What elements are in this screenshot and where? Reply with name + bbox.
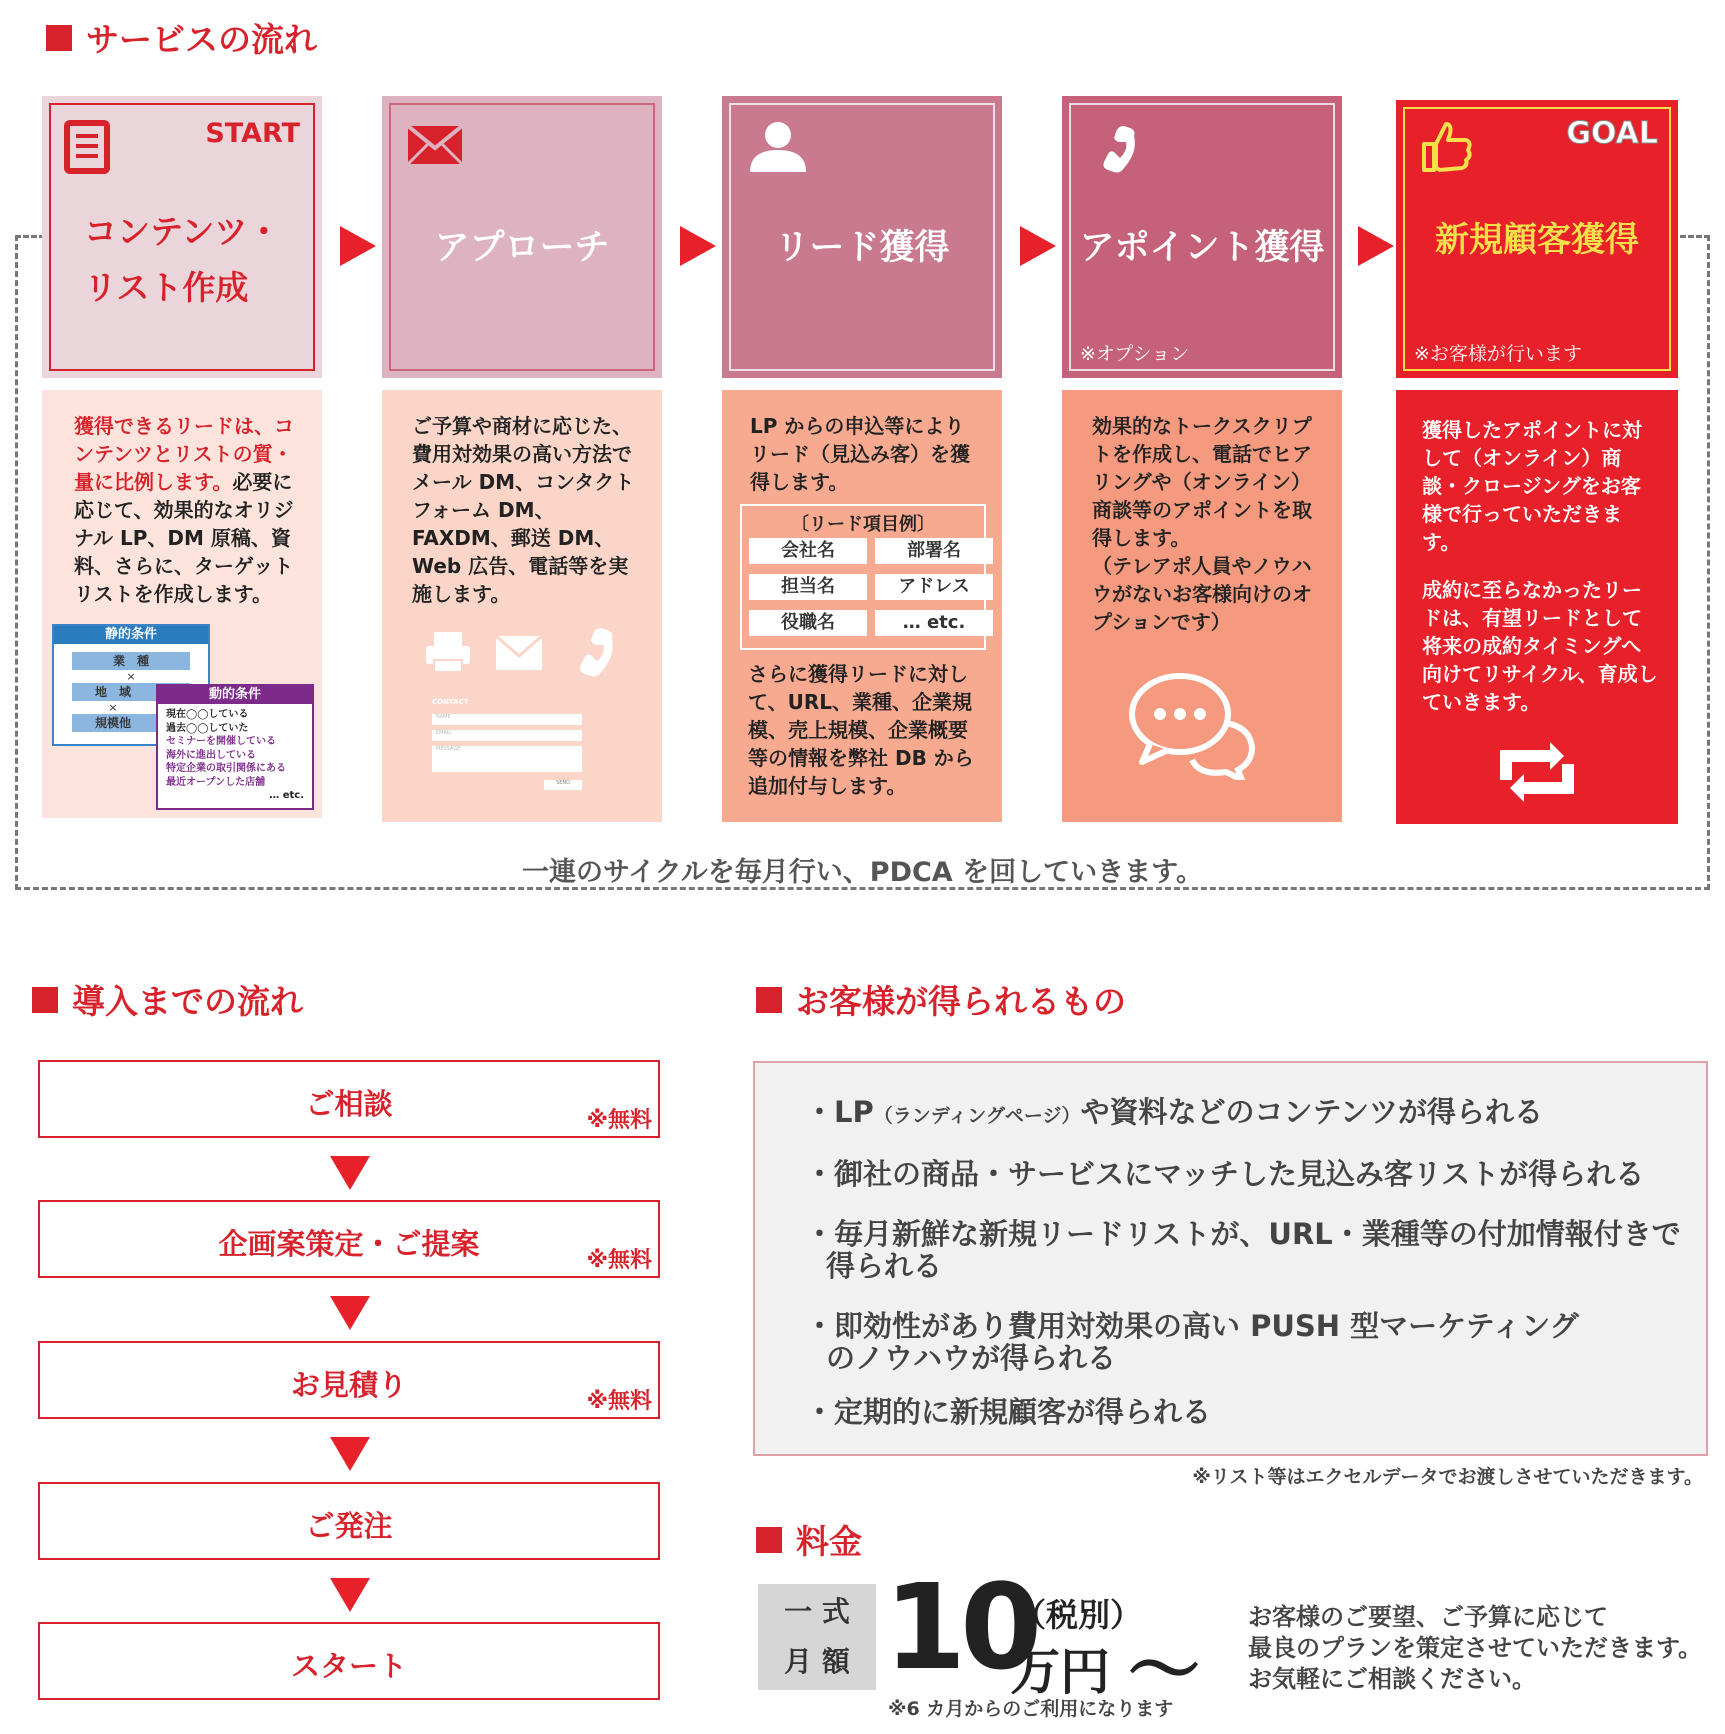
start-tag: START	[205, 118, 300, 149]
option-note: ※オプション	[1080, 343, 1190, 365]
thumbs-up-icon	[1418, 118, 1474, 174]
mail-icon	[406, 124, 464, 166]
form-send-button: SEND	[544, 780, 582, 790]
dynamic-item: 過去◯◯していた	[166, 722, 249, 734]
benefit-text: 得られる	[826, 1249, 943, 1283]
title-line1: コンテンツ・	[84, 212, 281, 251]
step-label: 企画案策定・ご提案	[218, 1227, 480, 1261]
heading-text: 導入までの流れ	[72, 982, 303, 1021]
price-amount: 10	[884, 1558, 1037, 1696]
static-item: 規模他	[72, 714, 190, 732]
mail-icon	[494, 634, 544, 672]
static-title: 静的条件	[54, 626, 208, 644]
free-note: ※無料	[586, 1389, 652, 1414]
lead-item: 担当名	[749, 574, 867, 600]
benefit-text: や資料などのコンテンツが得られる	[1080, 1095, 1544, 1129]
dynamic-etc: … etc.	[269, 790, 304, 801]
benefit-text: のノウハウが得られる	[826, 1341, 1117, 1375]
step-label: お見積り	[290, 1368, 407, 1402]
dynamic-title: 動的条件	[158, 686, 312, 704]
step-title: リード獲得	[774, 228, 950, 268]
price-label-line2: 月 額	[784, 1645, 850, 1678]
dynamic-item: 特定企業の取引関係にある	[166, 763, 286, 774]
dynamic-item: セミナーを開催している	[166, 736, 276, 747]
benefit-text: ・定期的に新規顧客が得られる	[805, 1395, 1212, 1429]
down-arrow-icon	[330, 1296, 370, 1330]
heading-square-icon	[756, 1527, 782, 1553]
pricing-desc-line: 最良のプランを策定させていただきます。	[1248, 1634, 1703, 1662]
title-line2: リスト作成	[84, 268, 249, 307]
desc-panel-goal	[1396, 390, 1678, 824]
contact-form-illustration	[432, 698, 582, 806]
lead-items-box	[740, 504, 986, 650]
heading-text: 料金	[796, 1522, 862, 1561]
service-flow-heading	[46, 14, 317, 61]
lead-item: 部署名	[875, 538, 993, 564]
flow-arrow-icon	[340, 226, 376, 266]
benefit-item	[805, 1218, 1681, 1282]
desc-top: LP からの申込等によりリード（見込み客）を獲得します。	[750, 414, 970, 494]
step-card-lead	[722, 96, 1002, 378]
benefit-text: ・毎月新鮮な新規リードリストが、URL・業種等の付加情報付きで	[805, 1217, 1681, 1251]
goal-tag: GOAL	[1566, 116, 1658, 151]
step-label: ご発注	[305, 1509, 393, 1543]
heading-square-icon	[756, 987, 782, 1013]
customer-note: ※お客様が行います	[1414, 343, 1582, 365]
step-title	[84, 204, 280, 316]
desc-panel-lead	[722, 390, 1002, 822]
benefit-item	[805, 1310, 1579, 1374]
price-period-note: ※6 カ月からのご利用になります	[888, 1698, 1174, 1720]
lead-item: 会社名	[749, 538, 867, 564]
heading-text: サービスの流れ	[86, 20, 317, 59]
form-field: EMAIL	[432, 730, 582, 741]
intro-flow-heading	[32, 976, 303, 1023]
desc-text: 効果的なトークスクリプトを作成し、電話でヒアリングや（オンライン）商談等のアポイントを取得します。	[1092, 414, 1312, 550]
intro-step-order	[38, 1482, 660, 1560]
benefit-text: ・即効性があり費用対効果の高い PUSH 型マーケティング	[805, 1309, 1579, 1343]
cycle-caption: 一連のサイクルを毎月行い、PDCA を回していきます。	[522, 857, 1203, 888]
intro-step-start	[38, 1622, 660, 1700]
pricing-heading	[756, 1516, 862, 1563]
static-item: 業 種	[72, 652, 190, 670]
lead-item: アドレス	[875, 574, 993, 600]
form-title: CONTACT	[432, 698, 469, 706]
recycle-icon	[1490, 740, 1584, 804]
person-icon	[748, 120, 808, 172]
step-label: ご相談	[305, 1087, 393, 1121]
lead-item: … etc.	[875, 610, 993, 636]
desc-panel-approach	[382, 390, 662, 822]
dynamic-item: 最近オープンした店舗	[166, 776, 266, 788]
heading-text: お客様が得られるもの	[796, 982, 1126, 1021]
dynamic-item: 海外に進出している	[166, 749, 256, 761]
phone-icon	[1088, 122, 1140, 174]
desc-panel-contents	[42, 390, 322, 818]
benefit-item	[805, 1096, 1543, 1132]
step-title: アプローチ	[434, 228, 610, 268]
heading-square-icon	[32, 987, 58, 1013]
form-field: MESSAGE	[432, 746, 582, 772]
free-note: ※無料	[586, 1108, 652, 1133]
desc-bottom: さらに獲得リードに対して、URL、業種、企業規模、売上規模、企業概要等の情報を弊社 DB から追加付与します。	[748, 662, 974, 798]
step-label: スタート	[290, 1649, 407, 1683]
intro-step-consultation	[38, 1060, 660, 1138]
step-card-appointment	[1062, 96, 1342, 378]
benefits-heading	[756, 976, 1126, 1023]
chat-bubble-icon	[1128, 670, 1258, 780]
intro-step-proposal	[38, 1200, 660, 1278]
heading-square-icon	[46, 25, 72, 51]
lead-item: 役職名	[749, 610, 867, 636]
price-tax-note: （税別）	[1014, 1596, 1143, 1634]
flow-arrow-icon	[1358, 226, 1394, 266]
free-note: ※無料	[586, 1248, 652, 1273]
price-unit: 万円	[1010, 1643, 1110, 1701]
desc-note: （テレアポ人員やノウハウがないお客様向けのオプションです）	[1092, 554, 1312, 634]
intro-step-estimate	[38, 1341, 660, 1419]
pricing-desc-line: お客様のご要望、ご予算に応じて	[1248, 1603, 1608, 1631]
step-title: 新規顧客獲得	[1435, 220, 1639, 260]
dynamic-condition-box	[156, 684, 314, 810]
desc-text: 獲得したアポイントに対して（オンライン）商談・クロージングをお客様で行っていただきます。	[1422, 418, 1642, 554]
form-field: NAME	[432, 714, 582, 725]
pricing-desc	[1248, 1602, 1702, 1695]
desc-red: 獲得できるリードは、コンテンツとリストの質・量に比例します。	[74, 414, 294, 494]
benefit-item	[805, 1396, 1211, 1428]
static-item: 地 域	[72, 683, 190, 701]
desc-black: 必要に応じて、効果的なオリジナル LP、DM 原稿、資料、さらに、ターゲットリストを作成します。	[74, 470, 294, 606]
down-arrow-icon	[330, 1437, 370, 1471]
flow-arrow-icon	[1020, 226, 1056, 266]
benefit-small-text: （ランディングページ）	[873, 1105, 1081, 1127]
cross-mark: ×	[108, 701, 118, 714]
benefit-text: ・LP	[805, 1095, 874, 1129]
step-card-approach	[382, 96, 662, 378]
desc-text: 成約に至らなかったリードは、有望リードとして将来の成約タイミングへ向けてリサイクル、育成していきます。	[1422, 578, 1658, 714]
down-arrow-icon	[330, 1156, 370, 1190]
items-title: 〔リード項目例〕	[791, 514, 935, 535]
down-arrow-icon	[330, 1578, 370, 1612]
desc-text	[74, 412, 300, 608]
desc-text: ご予算や商材に応じた、費用対効果の高い方法でメール DM、コンタクトフォーム DM、FAXDM、郵送 DM、Web 広告、電話等を実施します。	[412, 414, 635, 606]
flow-arrow-icon	[680, 226, 716, 266]
step-card-goal	[1396, 100, 1678, 378]
step-title: アポイント獲得	[1079, 228, 1325, 268]
pricing-desc-line: お気軽にご相談ください。	[1248, 1665, 1536, 1693]
desc-panel-appointment	[1062, 390, 1342, 822]
benefit-text: ・御社の商品・サービスにマッチした見込み客リストが得られる	[805, 1157, 1645, 1191]
dynamic-item: 現在◯◯している	[166, 709, 249, 720]
price-tilde: 〜	[1128, 1628, 1201, 1712]
benefit-item	[805, 1158, 1644, 1190]
step-card-contents	[42, 96, 322, 378]
price-label-line1: 一 式	[784, 1595, 850, 1628]
cross-mark: ×	[126, 670, 136, 683]
benefits-footnote: ※リスト等はエクセルデータでお渡しさせていただきます。	[1192, 1466, 1703, 1488]
fax-icon	[424, 630, 472, 674]
phone-icon	[564, 624, 618, 678]
price-label	[758, 1584, 876, 1690]
document-icon	[64, 120, 110, 174]
